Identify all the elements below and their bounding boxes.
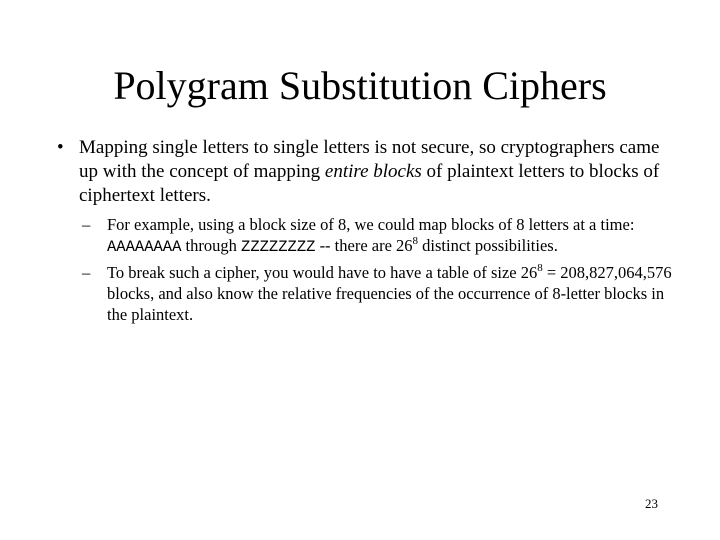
bullet-text-part: of plaintext letters to blocks of ciphertext letters. [79, 161, 660, 206]
bullet-marker: • [57, 137, 64, 158]
code-block-start: AAAAAAAA [107, 238, 182, 256]
code-block-end: ZZZZZZZZ [241, 238, 316, 256]
sub-text-part: distinct possibilities. [418, 236, 558, 255]
sub-bullet-break [82, 262, 672, 325]
sub-bullet-marker: – [82, 215, 91, 234]
sub-text-part: To break such a cipher, you would have to have a table of size 26 [107, 263, 538, 282]
bullet-text-part: Mapping single letters to single letters is not secure, so cryptographers came up with the concept of mapping [79, 137, 660, 182]
exponent: 8 [537, 261, 543, 274]
exponent: 8 [412, 234, 419, 247]
sub-text-part: -- there are 26 [315, 236, 413, 255]
main-bullet [57, 136, 677, 208]
sub-text-part: For example, using a block size of 8, we could map blocks of 8 letters at a time: [107, 215, 635, 234]
sub-bullet-marker: – [82, 263, 91, 282]
sub-bullet-text [107, 214, 672, 258]
bullet-emphasis: entire blocks [324, 161, 422, 182]
sub-text-part: through [181, 236, 242, 255]
sub-bullet-example [82, 214, 672, 258]
sub-text-part: = 208,827,064,576 blocks, and also know the relative frequencies of the occurrence of 8-letter blocks in the plaintext. [107, 263, 672, 324]
main-bullet-text [79, 136, 677, 208]
page-number: 23 [645, 496, 658, 511]
sub-bullet-text [107, 262, 672, 325]
slide-title: Polygram Substitution Ciphers [113, 63, 607, 108]
